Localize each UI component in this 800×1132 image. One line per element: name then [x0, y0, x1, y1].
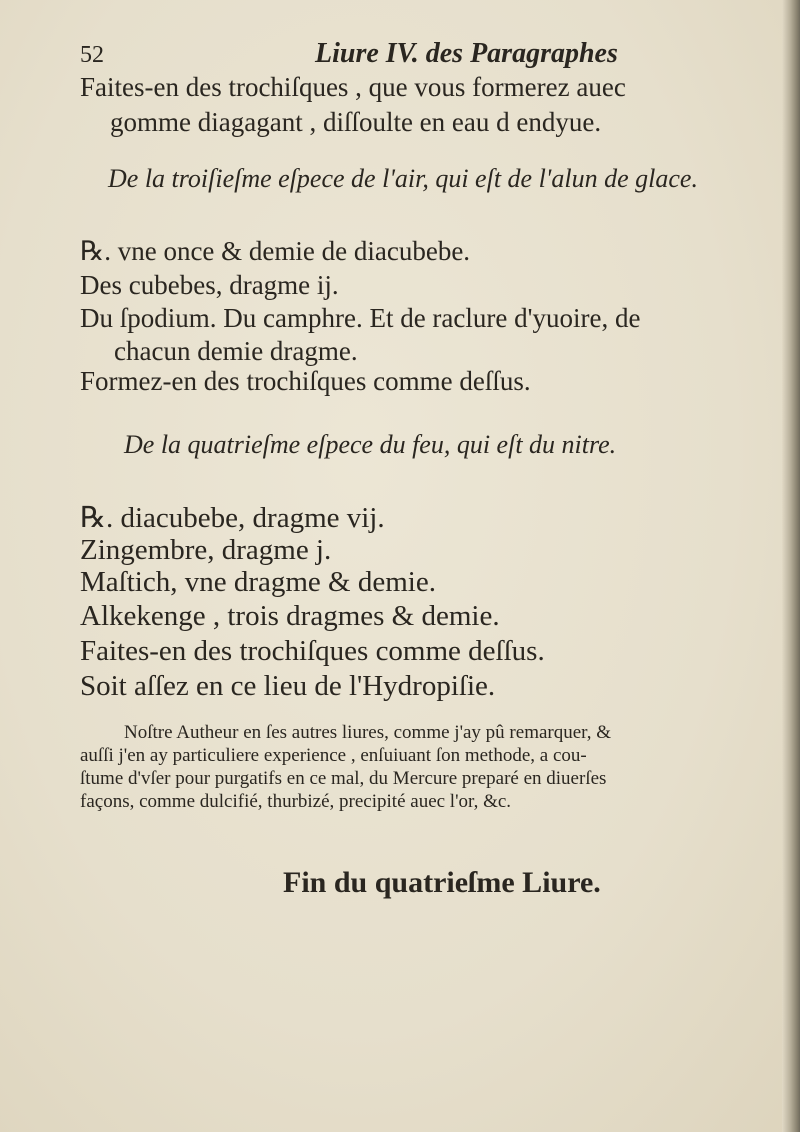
running-title: Liure IV. des Paragraphes [315, 38, 618, 69]
page-number: 52 [80, 42, 104, 68]
recipe-third-line: Formez-en des trochiſques comme deſſus. [80, 366, 531, 396]
intro-line-1: Faites-en des trochiſques , que vous formerez auec [80, 72, 626, 102]
note-line: façons, comme dulcifié, thurbizé, precipité auec l'or, &c. [80, 791, 512, 812]
recipe-fourth-line: ℞. diacubebe, dragme vij. [80, 502, 385, 534]
recipe-fourth-line: Soit aſſez en ce lieu de l'Hydropiſie. [80, 670, 496, 702]
closing-line: Fin du quatrieſme Liure. [283, 866, 601, 899]
heading-fourth-species: De la quatrieſme eſpece du feu, qui eſt du nitre. [124, 430, 617, 459]
recipe-fourth-line: Alkekenge , trois dragmes & demie. [80, 600, 500, 632]
note-line: auſſi j'en ay particuliere experience , enſuiuant ſon methode, a cou- [80, 745, 587, 766]
recipe-third-line: Des cubebes, dragme ij. [80, 270, 339, 300]
recipe-fourth-line: Zingembre, dragme j. [80, 534, 332, 566]
recipe-third-line: chacun demie dragme. [114, 336, 358, 366]
recipe-third-line: Du ſpodium. Du camphre. Et de raclure d'yuoire, de [80, 303, 641, 333]
heading-third-species: De la troiſieſme eſpece de l'air, qui eſt de l'alun de glace. [108, 164, 698, 193]
intro-line-2: gomme diagagant , diſſoulte en eau d endyue. [110, 107, 602, 137]
note-line: ſtume d'vſer pour purgatifs en ce mal, du Mercure preparé en diuerſes [80, 768, 607, 789]
recipe-fourth-line: Maſtich, vne dragme & demie. [80, 566, 436, 598]
note-line: Noſtre Autheur en ſes autres liures, comme j'ay pû remarquer, & [124, 722, 612, 743]
page-edge-shadow [782, 0, 800, 1132]
recipe-fourth-line: Faites-en des trochiſques comme deſſus. [80, 635, 545, 667]
recipe-third-line: ℞. vne once & demie de diacubebe. [80, 236, 471, 266]
